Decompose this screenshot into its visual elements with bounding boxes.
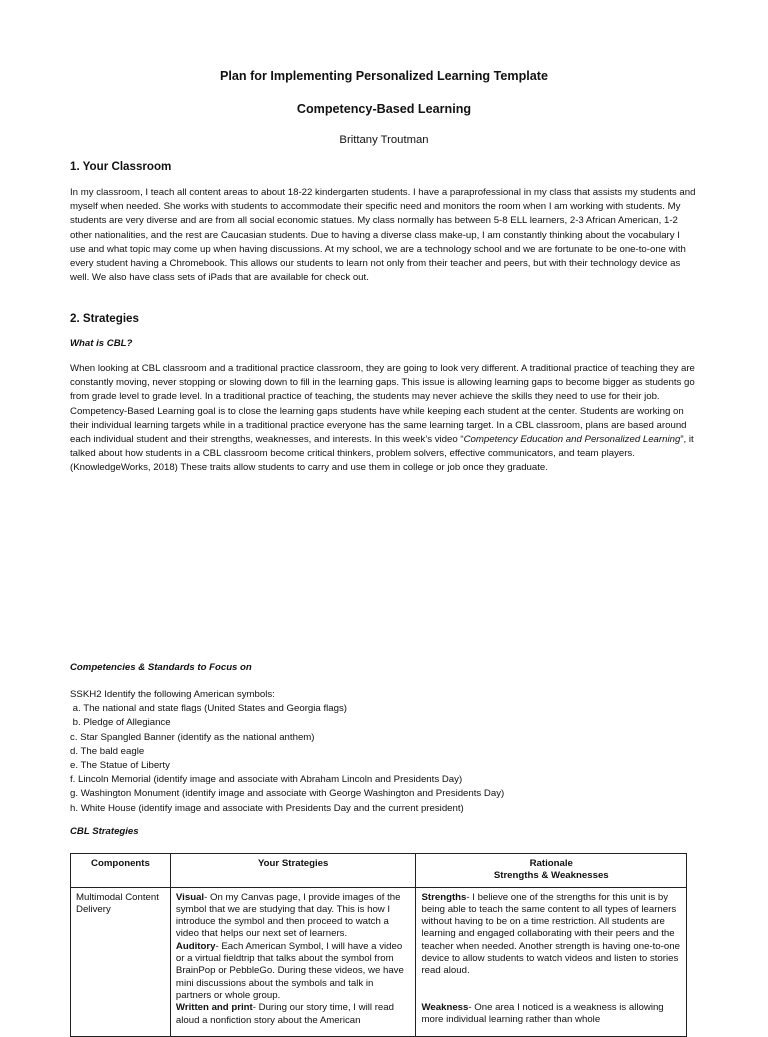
strategies-text [70, 362, 698, 476]
rationale-cell [416, 887, 687, 1036]
spacer [421, 978, 681, 1002]
standard-item: h. White House (identify image and associate with Presidents Day and the current president) [70, 802, 464, 814]
header-strengths-weaknesses: Strengths & Weaknesses [493, 870, 609, 882]
strategies-text-part2: ”, it talked about how students in a CBL classroom become critical thinkers, problem solvers, effective communicators, and team players. (KnowledgeWorks, 2018) These traits allow students to carry and use them in college or job once they graduate. [70, 434, 694, 474]
header-rationale-label: Rationale [529, 858, 573, 869]
author-name: Brittany Troutman [339, 134, 429, 146]
strengths-label: Strengths [421, 891, 467, 903]
cbl-strategies-table [70, 853, 687, 1037]
strategies-text-part1: When looking at CBL classroom and a traditional practice classroom, they are going to look very different. A traditional practice of teaching they are constantly moving, never stopping or slowing down to fill in the learning gaps. This issue is allowing learning gaps to become bigger as students go from grade level to grade level. In a traditional practice of teaching, the students may never achieve the skills they need to use for their job. Competency-Based Learning goal is to close the learning gaps students have while keeping each student at the center. Students are working on their individual learning targets while in a traditional practice everyone has the same learning target. In a CBL classroom, plans are based around each individual student and their strengths, weaknesses, and interests. In this week’s video “ [70, 363, 695, 446]
visual-label: Visual [175, 891, 205, 903]
auditory-text: - Each American Symbol, I will have a video or a virtual fieldtrip that talks about the symbol from BrainPop or PebbleGo. During these videos, we have mini discussions about the symbols and talk in partners or whole group. [175, 940, 404, 1001]
weakness-label: Weakness [421, 1001, 469, 1013]
section-heading-classroom: 1. Your Classroom [70, 160, 172, 173]
header-rationale [416, 854, 687, 888]
visual-text: - On my Canvas page, I provide images of the symbol that we are studying that day. This is how I introduce the symbol and then proceed to watch a video that helps our next set of learners. [175, 891, 401, 940]
strategies-paragraph [70, 362, 698, 476]
standard-item: b. Pledge of Allegiance [70, 717, 171, 729]
standards-list [70, 688, 504, 816]
strategies-cell [170, 887, 416, 1036]
standard-item: g. Washington Monument (identify image and associate with George Washington and Presidents Day) [70, 788, 505, 800]
auditory-label: Auditory [175, 940, 216, 952]
standard-item: e. The Statue of Liberty [70, 760, 170, 772]
classroom-text: In my classroom, I teach all content areas to about 18-22 kindergarten students. I have a paraprofessional in my class that assists my students and myself when needed. She works with students to accommodate their specific need and monitors the room when I am working with students. My students are very diverse and are from all social economic statues. My class normally has between 5-8 ELL learners, 2-3 African American, 1-2 other nationalities, and the rest are Caucasian students. Due to having a diverse class make-up, I am constantly thinking about the vocabulary I use and what topic may come up when having discussions. At my school, we are a technology school and we are fortunate to be one-to-one with every student having a Chromebook. This allows our students to learn not only from their teacher and peers, but with their technology device as well. We also have class sets of iPads that are available for check out. [70, 187, 696, 284]
table-row [71, 887, 687, 1036]
table-header-row [71, 854, 687, 888]
component-cell: Multimodal Content Delivery [71, 887, 171, 1036]
document-title: Plan for Implementing Personalized Learning Template [220, 69, 548, 83]
subheading-cbl-strategies: CBL Strategies [70, 826, 139, 837]
section-heading-strategies: 2. Strategies [70, 312, 139, 325]
strengths-text: - I believe one of the strengths for this unit is by being able to teach the same content to all types of learners without having to be on a time restriction. All students are learning and engaged collaborating with their peers and the teacher when needed. Another strength is having one-to-one device to allow students to watch videos and listen to stories read aloud. [421, 891, 680, 977]
subheading-what-is-cbl: What is CBL? [70, 338, 133, 349]
standard-item: c. Star Spangled Banner (identify as the national anthem) [70, 731, 315, 743]
standard-item: f. Lincoln Memorial (identify image and associate with Abraham Lincoln and Presidents Day) [70, 774, 463, 786]
written-print-label: Written and print [175, 1002, 253, 1014]
classroom-paragraph [70, 186, 698, 285]
standard-item: d. The bald eagle [70, 745, 145, 757]
header-your-strategies: Your Strategies [170, 854, 416, 888]
standard-statement: SSKH2 Identify the following American symbols: [70, 689, 275, 700]
document-subtitle: Competency-Based Learning [296, 102, 472, 116]
subheading-competencies: Competencies & Standards to Focus on [70, 662, 252, 673]
weakness-text: - One area I noticed is a weakness is allowing more individual learning rather than whole [421, 1001, 664, 1025]
standard-item: a. The national and state flags (United States and Georgia flags) [70, 703, 347, 715]
video-title: Competency Education and Personalized Learning [463, 434, 681, 446]
header-components: Components [71, 854, 171, 888]
written-print-text: - During our story time, I will read aloud a nonfiction story about the American [175, 1002, 394, 1026]
